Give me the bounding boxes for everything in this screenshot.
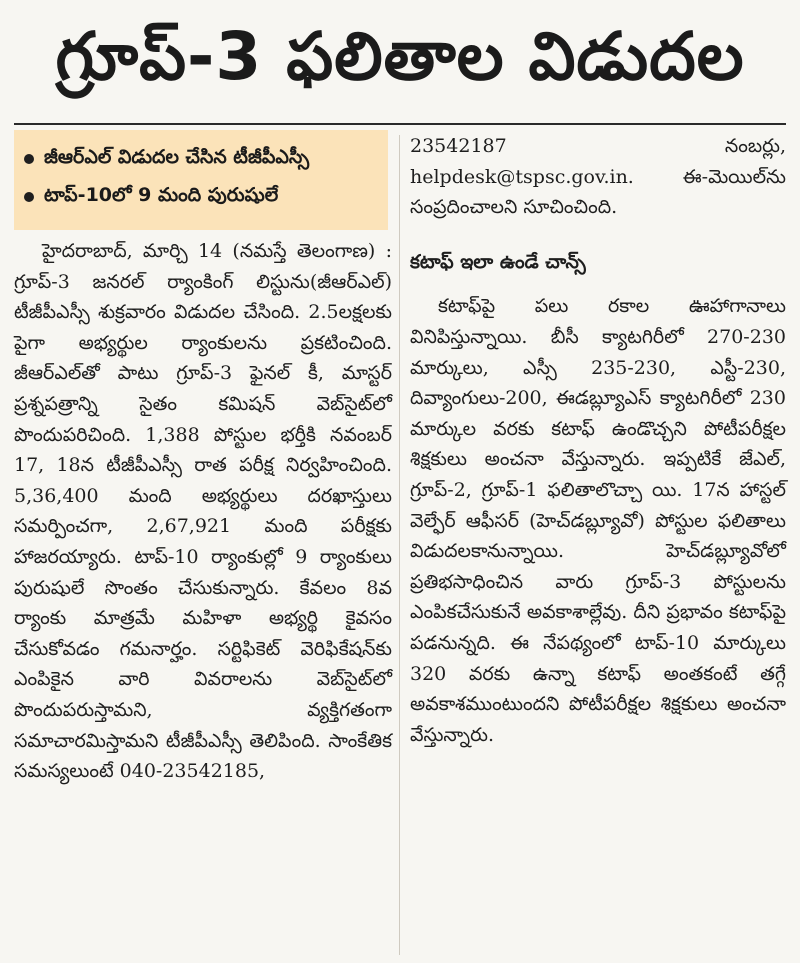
- highlight-text: జీఆర్ఎల్ విడుదల చేసిన టీజీపీఎస్సీ: [44, 145, 310, 168]
- highlight-item: [24, 140, 378, 178]
- highlights-box: [14, 130, 388, 230]
- subheading: కటాఫ్ ఇలా ఉండే చాన్స్: [410, 250, 586, 273]
- highlight-text: టాప్-10లో 9 మంది పురుషులే: [44, 183, 279, 206]
- article-paragraph: 23542187 నంబర్లు, helpdesk@tspsc.gov.in. ఈ-మెయిల్‌ను సంప్రదించాలని సూచించింది.: [410, 135, 786, 219]
- bullet-icon: [24, 192, 34, 202]
- headline: గ్రూప్-3 ఫలితాల విడుదల: [55, 17, 745, 95]
- headline-rule: [14, 123, 786, 125]
- bullet-icon: [24, 154, 34, 164]
- article-left-column: [14, 236, 392, 787]
- highlight-item: [24, 178, 378, 216]
- column-divider: [399, 135, 400, 955]
- article-paragraph: హైదరాబాద్, మార్చి 14 (నమస్తే తెలంగాణ) : గ్రూప్-3 జనరల్ ర్యాంకింగ్ లిస్టును(జీఆర్ఎల్) టీజీపీఎస్సీ శుక్రవారం విడుదల చేసింది. 2.5లక్షలకు పైగా అభ్యర్థుల ర్యాంకులను ప్రకటించింది. జీఆర్ఎల్‌తో పాటు గ్రూప్-3 ఫైనల్ కీ, మాస్టర్ ప్రశ్నపత్రాన్ని సైతం కమిషన్ వెబ్‌సైట్‌లో పొందుపరిచింది. 1,388 పోస్టుల భర్తీకి నవంబర్ 17, 18న టీజీపీఎస్సీ రాత పరీక్ష నిర్వహించింది. 5,36,400 మంది అభ్యర్థులు దరఖాస్తులు సమర్పించగా, 2,67,921 మంది పరీక్షకు హాజరయ్యారు. టాప్-10 ర్యాంకుల్లో 9 ర్యాంకులు పురుషులే సొంతం చేసుకున్నారు. కేవలం 8వ ర్యాంకు మాత్రమే మహిళా అభ్యర్థి కైవసం చేసుకోవడం గమనార్హం. సర్టిఫికెట్ వెరిఫికేషన్‌కు ఎంపికైన వారి వివరాలను వెబ్‌సైట్‌లో పొందుపరుస్తామని, వ్యక్తిగతంగా సమాచారమిస్తామని టీజీపీఎస్సీ తెలిపింది. సాంకేతిక సమస్యలుంటే 040-23542185,: [14, 240, 392, 783]
- article-paragraph: కటాఫ్‌పై పలు రకాల ఊహాగానాలు వినిపిస్తున్నాయి. బీసీ క్యాటగిరీలో 270-230 మార్కులు, ఎస్సీ 235-230, ఎస్టీ-230, దివ్యాంగులు-200, ఈడబ్ల్యూఎస్ క్యాటగిరీలో 230 మార్కుల వరకు కటాఫ్ ఉండొచ్చని పోటీపరీక్షల శిక్షకులు అంచనా వేస్తున్నారు. ఇప్పటికే జేఎల్, గ్రూప్-2, గ్రూప్-1 ఫలితాలొచ్చా యి. 17న హాస్టల్ వెల్ఫేర్ ఆఫీసర్ (హెచ్‌డబ్ల్యూవో) పోస్టుల ఫలితాలు విడుదలకానున్నాయి. హెచ్‌డబ్ల్యూవోలో ప్రతిభసాధించిన వారు గ్రూప్-3 పోస్టులను ఎంపికచేసుకునే అవకాశాల్లేవు. దీని ప్రభావం కటాఫ్‌పై పడనున్నది. ఈ నేపథ్యంలో టాప్-10 మార్కులు 320 వరకు ఉన్నా కటాఫ్ అంతకంటే తగ్గే అవకాశముంటుందని పోటీపరీక్షల శిక్షకులు అంచనా వేస్తున్నారు.: [410, 295, 786, 746]
- article-right-column: [410, 131, 786, 750]
